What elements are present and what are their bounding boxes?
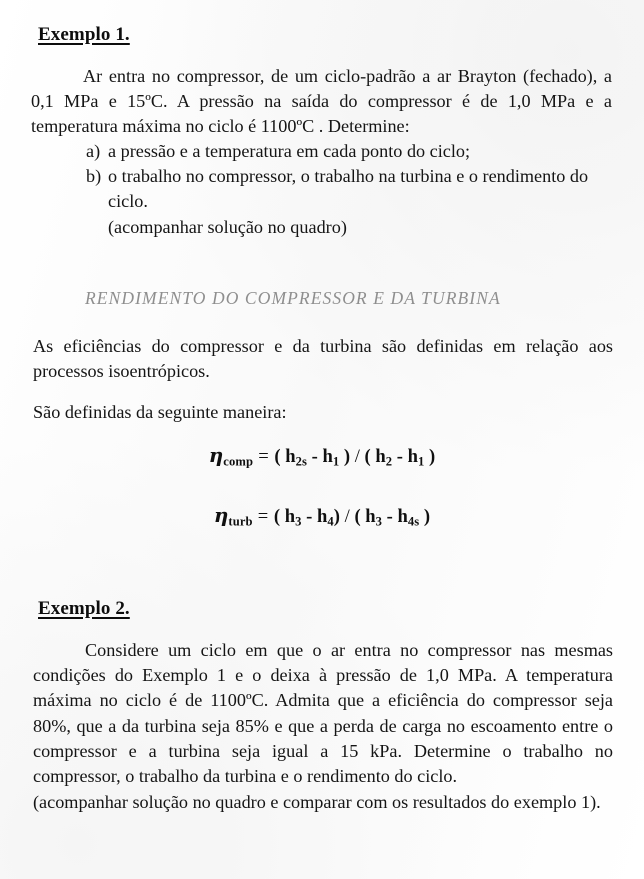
list-marker-a: a) [86, 141, 101, 161]
eta-turb-symbol: η [213, 503, 229, 527]
list-item [86, 139, 613, 164]
eta-comp-symbol: η [208, 443, 224, 467]
example1-heading: Exemplo 1. [38, 24, 130, 45]
eta-turb-subscript: turb [228, 514, 253, 529]
list-text-a: a pressão e a temperatura em cada ponto do ciclo; [108, 141, 471, 161]
example2-heading: Exemplo 2. [38, 598, 130, 619]
example2-paragraph: Considere um ciclo em que o ar entra no compressor nas mesmas condições do Exemplo 1 e o deixa à pressão de 1,0 MPa. A temperatura máxima no ciclo é de 1100ºC. Admita que a eficiência do compressor seja 80%, que a da turbina seja 85% e que a perda de carga no escoamento entre o compressor e a turbina seja igual a 15 kPa. Determine o trabalho no compressor, o trabalho da turbina e o rendimento do ciclo. [33, 640, 613, 787]
list-item [86, 164, 613, 214]
equation-eta-comp: ηcomp = ( h2s - h1 ) / ( h2 - h1 ) [208, 443, 436, 469]
example1-list [86, 139, 613, 240]
section-paragraph-1: As eficiências do compressor e da turbina são definidas em relação aos processos isoentrópicos. [33, 336, 613, 382]
example2-note: (acompanhar solução no quadro e comparar com os resultados do exemplo 1). [33, 792, 601, 812]
list-text-b: o trabalho no compressor, o trabalho na turbina e o rendimento do ciclo. [108, 166, 589, 212]
section-heading-rendimento: RENDIMENTO DO COMPRESSOR E DA TURBINA [85, 288, 501, 308]
section-paragraph-2: São definidas da seguinte maneira: [33, 402, 287, 422]
eta-comp-subscript: comp [223, 454, 254, 469]
example1-note: (acompanhar solução no quadro) [108, 216, 347, 237]
example1-paragraph: Ar entra no compressor, de um ciclo-padrão a ar Brayton (fechado), a 0,1 MPa e 15ºC. A pressão na saída do compressor é de 1,0 MPa e a temperatura máxima no ciclo é 1100ºC . Determine: [31, 66, 612, 137]
list-marker-b: b) [86, 166, 102, 187]
equation-eta-turb: ηturb = ( h3 - h4) / ( h3 - h4s ) [213, 503, 431, 529]
